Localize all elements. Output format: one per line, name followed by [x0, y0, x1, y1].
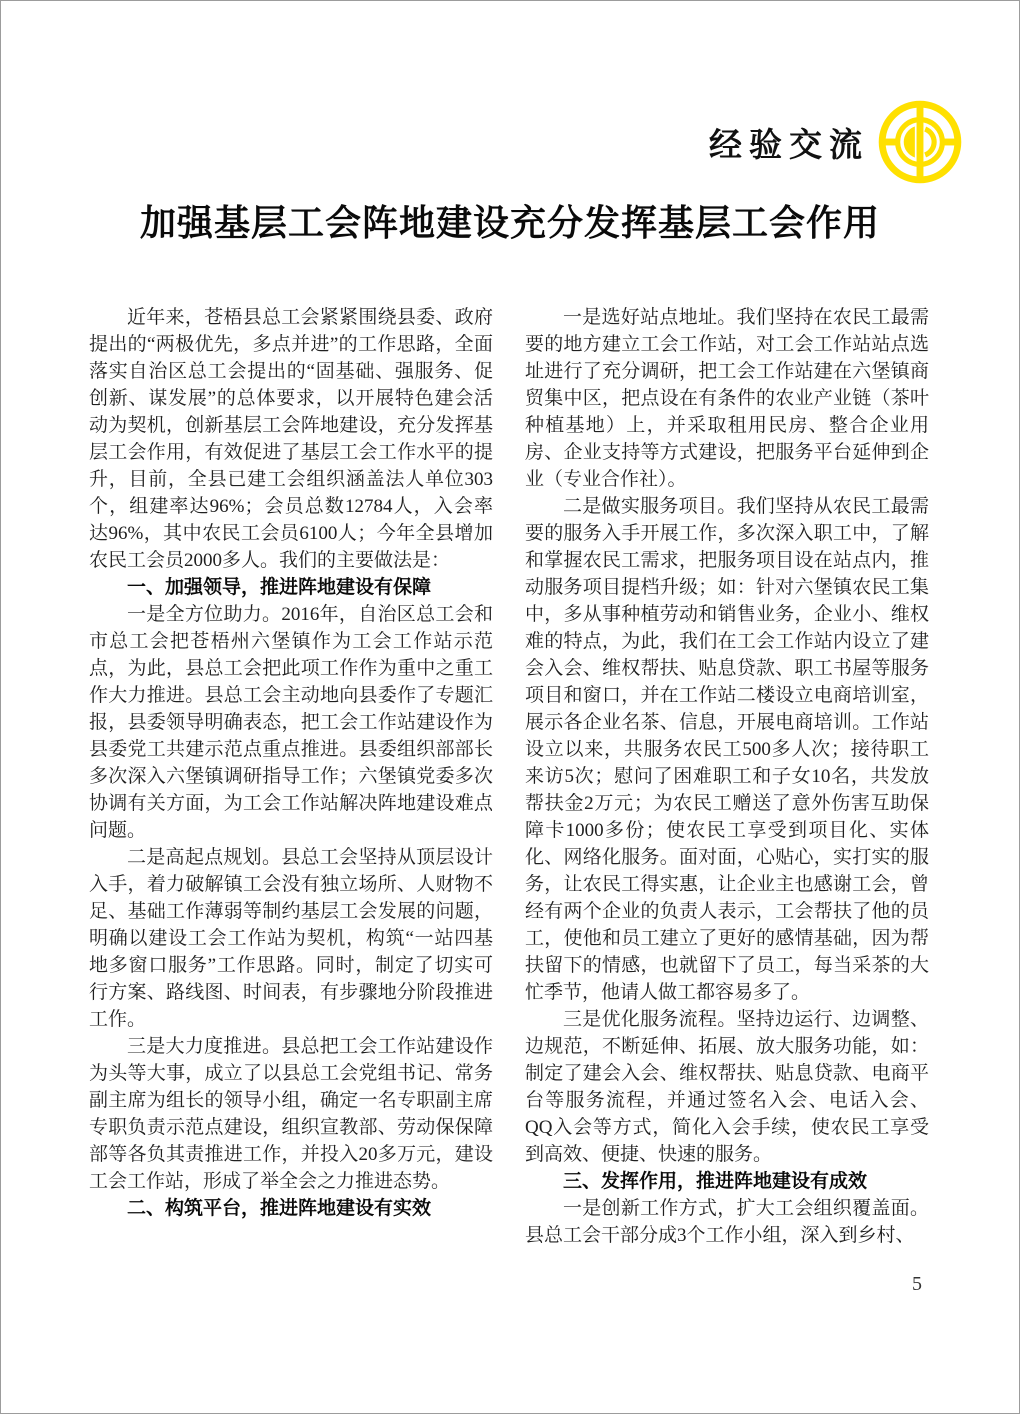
section-heading: 二、构筑平台，推进阵地建设有实效 [127, 1198, 432, 1219]
paragraph: 一是全方位助力。2016年，自治区总工会和市总工会把苍梧州六堡镇作为工会工作站示范点，为此，县总工会把此项工作作为重中之重工作大力推进。县总工会主动地向县委作了专题汇报，县委领导明确表态，把工会工作站建设作为县委党工共建示范点重点推进。县委组织部部长多次深入六堡镇调研指导工作；六堡镇党委多次协调有关方面，为工会工作站解决阵地建设难点问题。 [89, 604, 493, 841]
article-title: 加强基层工会阵地建设充分发挥基层工会作用 [139, 202, 880, 243]
left-column [89, 304, 493, 1249]
section-heading: 三、发挥作用，推进阵地建设有成效 [563, 1171, 868, 1192]
article-body [89, 304, 929, 1249]
section-label: 经验交流 [709, 125, 869, 163]
page-number: 5 [912, 1273, 922, 1295]
right-column [525, 304, 929, 1249]
paragraph: 近年来，苍梧县总工会紧紧围绕县委、政府提出的“两极优先，多点并进”的工作思路，全面落实自治区总工会提出的“固基础、强服务、促创新、谋发展”的总体要求，以开展特色建会活动为契机，创新基层工会阵地建设，充分发挥基层工会作用，有效促进了基层工会工作水平的提升，目前，全县已建工会组织涵盖法人单位303个，组建率达96%；会员总数12784人，入会率达96%，其中农民工会员6100人；今年全县增加农民工会员2000多人。我们的主要做法是： [89, 307, 493, 571]
union-emblem-icon [877, 99, 963, 185]
page-header [709, 99, 963, 185]
paragraph: 二是高起点规划。县总工会坚持从顶层设计入手，着力破解镇工会没有独立场所、人财物不足、基础工作薄弱等制约基层工会发展的问题，明确以建设工会工作站为契机，构筑“一站四基地多窗口服务”工作思路。同时，制定了切实可行方案、路线图、时间表，有步骤地分阶段推进工作。 [89, 847, 493, 1030]
paragraph: 三是优化服务流程。坚持边运行、边调整、边规范，不断延伸、拓展、放大服务功能，如：制定了建会入会、维权帮扶、贴息贷款、电商平台等服务流程，并通过签名入会、电话入会、QQ入会等方式，简化入会手续，使农民工享受到高效、便捷、快速的服务。 [525, 1009, 929, 1165]
paragraph: 一是创新工作方式，扩大工会组织覆盖面。县总工会干部分成3个工作小组，深入到乡村、 [525, 1198, 929, 1246]
paragraph: 二是做实服务项目。我们坚持从农民工最需要的服务入手开展工作，多次深入职工中，了解和掌握农民工需求，把服务项目设在站点内，推动服务项目提档升级；如：针对六堡镇农民工集中，多从事种植劳动和销售业务，企业小、维权难的特点，为此，我们在工会工作站内设立了建会入会、维权帮扶、贴息贷款、职工书屋等服务项目和窗口，并在工作站二楼设立电商培训室，展示各企业名茶、信息，开展电商培训。工作站设立以来，共服务农民工500多人次；接待职工来访5次；慰问了困难职工和子女10名，共发放帮扶金2万元；为农民工赠送了意外伤害互助保障卡1000多份；使农民工享受到项目化、实体化、网络化服务。面对面，心贴心，实打实的服务，让农民工得实惠，让企业主也感谢工会，曾经有两个企业的负责人表示，工会帮扶了他的员工，使他和员工建立了更好的感情基础，因为帮扶留下的情感，也就留下了员工，每当采茶的大忙季节，他请人做工都容易多了。 [525, 496, 929, 1003]
paragraph: 一是选好站点地址。我们坚持在农民工最需要的地方建立工会工作站，对工会工作站站点选址进行了充分调研，把工会工作站建在六堡镇商贸集中区，把点设在有条件的农业产业链（茶叶种植基地）上，并采取租用民房、整合企业用房、企业支持等方式建设，把服务平台延伸到企业（专业合作社）。 [525, 307, 929, 490]
section-heading: 一、加强领导，推进阵地建设有保障 [127, 577, 432, 598]
paragraph: 三是大力度推进。县总把工会工作站建设作为头等大事，成立了以县总工会党组书记、常务副主席为组长的领导小组，确定一名专职副主席专职负责示范点建设，组织宣教部、劳动保保障部等各负其责推进工作，并投入20多万元，建设工会工作站，形成了举全会之力推进态势。 [89, 1036, 493, 1192]
